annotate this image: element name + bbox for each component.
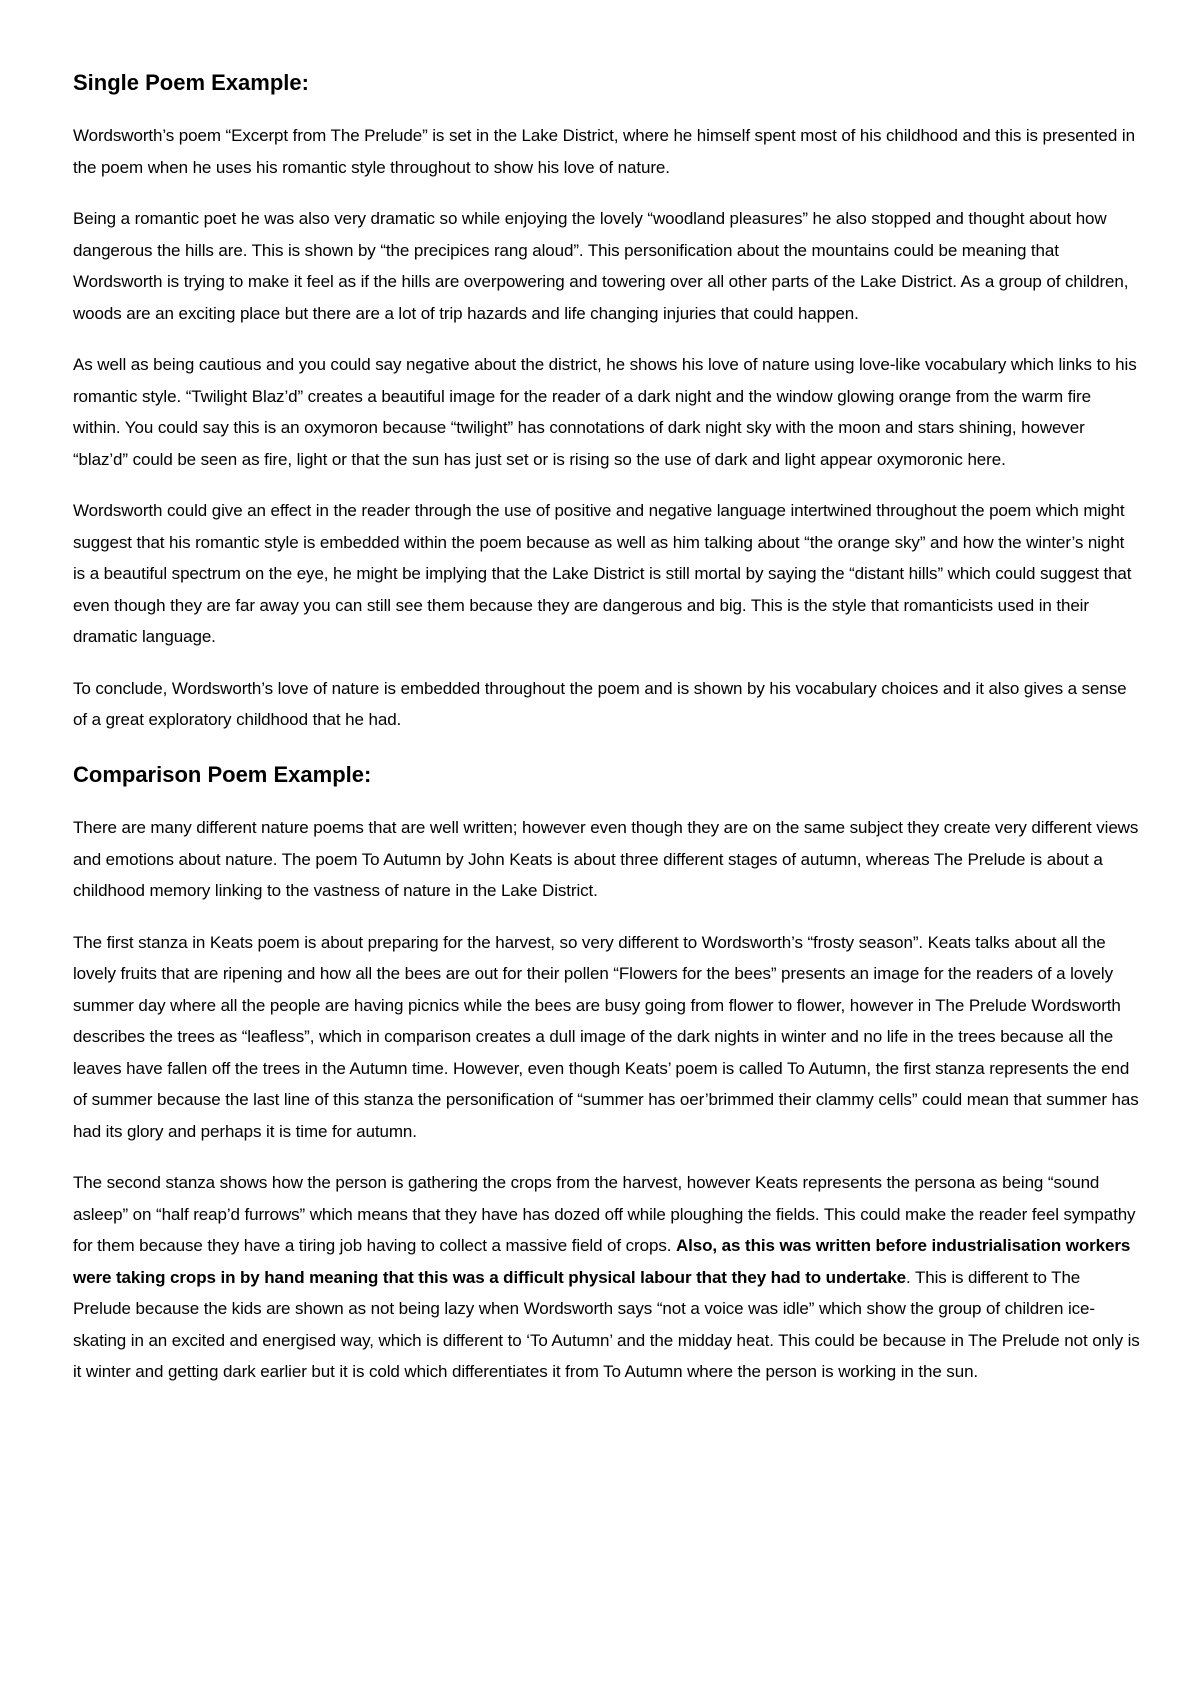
- paragraph: As well as being cautious and you could say negative about the district, he shows his love of nature using love-like vocabulary which links to his romantic style. “Twilight Blaz’d” creates a beautiful image for the reader of a dark night and the window glowing orange from the warm fire within. You could say this is an oxymoron because “twilight” has connotations of dark night sky with the moon and stars shining, however “blaz’d” could be seen as fire, light or that the sun has just set or is rising so the use of dark and light appear oxymoronic here.: [73, 355, 1137, 469]
- paragraph: Wordsworth’s poem “Excerpt from The Prelude” is set in the Lake District, where he himself spent most of his childhood and this is presented in the poem when he uses his romantic style throughout to show his love of nature.: [73, 126, 1135, 177]
- paragraph: Wordsworth could give an effect in the reader through the use of positive and negative language intertwined throughout the poem which might suggest that his romantic style is embedded within the poem because as well as him talking about “the orange sky” and how the winter’s night is a beautiful spectrum on the eye, he might be implying that the Lake District is still mortal by saying the “distant hills” which could suggest that even though they are far away you can still see them because they are dangerous and big. This is the style that romanticists used in their dramatic language.: [73, 501, 1132, 647]
- paragraph: The first stanza in Keats poem is about preparing for the harvest, so very different to Wordsworth’s “frosty season”. Keats talks about all the lovely fruits that are ripening and how all the bees are out for their pollen “Flowers for the bees” presents an image for the readers of a lovely summer day where all the people are having picnics while the bees are busy going from flower to flower, however in The Prelude Wordsworth describes the trees as “leafless”, which in comparison creates a dull image of the dark nights in winter and no life in the trees because all the leaves have fallen off the trees in the Autumn time. However, even though Keats’ poem is called To Autumn, the first stanza represents the end of summer because the last line of this stanza the personification of “summer has oer’brimmed their clammy cells” could mean that summer has had its glory and perhaps it is time for autumn.: [73, 932, 1139, 1141]
- section-heading-comparison-poem: Comparison Poem Example:: [73, 761, 372, 787]
- paragraph-mixed: [73, 1167, 1140, 1388]
- bold-text: Also, as this was written before industrialisation workers were taking crops in by hand meaning that this was a difficult physical labour that they had to undertake: [73, 1236, 1131, 1287]
- section-heading-single-poem: Single Poem Example:: [73, 70, 309, 95]
- document-page: [73, 70, 1140, 1408]
- paragraph: Being a romantic poet he was also very dramatic so while enjoying the lovely “woodland pleasures” he also stopped and thought about how dangerous the hills are. This is shown by “the precipices rang aloud”. This personification about the mountains could be meaning that Wordsworth is trying to make it feel as if the hills are overpowering and towering over all other parts of the Lake District. As a group of children, woods are an exciting place but there are a lot of trip hazards and life changing injuries that could happen.: [73, 209, 1129, 323]
- paragraph-text: . This is different to The Prelude because the kids are shown as not being lazy when Wordsworth says “not a voice was idle” which show the group of children ice-skating in an excited and energised way, which is different to ‘To Autumn’ and the midday heat. This could be because in The Prelude not only is it winter and getting dark earlier but it is cold which differentiates it from To Autumn where the person is working in the sun.: [73, 1267, 1140, 1382]
- paragraph: There are many different nature poems that are well written; however even though they are on the same subject they create very different views and emotions about nature. The poem To Autumn by John Keats is about three different stages of autumn, whereas The Prelude is about a childhood memory linking to the vastness of nature in the Lake District.: [73, 818, 1139, 901]
- paragraph-text: The second stanza shows how the person is gathering the crops from the harvest, however Keats represents the persona as being “sound asleep” on “half reap’d furrows” which means that they have has dozed off while ploughing the fields. This could make the reader feel sympathy for them because they have a tiring job having to collect a massive field of crops.: [73, 1173, 1136, 1256]
- paragraph: To conclude, Wordsworth’s love of nature is embedded throughout the poem and is shown by his vocabulary choices and it also gives a sense of a great exploratory childhood that he had.: [73, 678, 1127, 730]
